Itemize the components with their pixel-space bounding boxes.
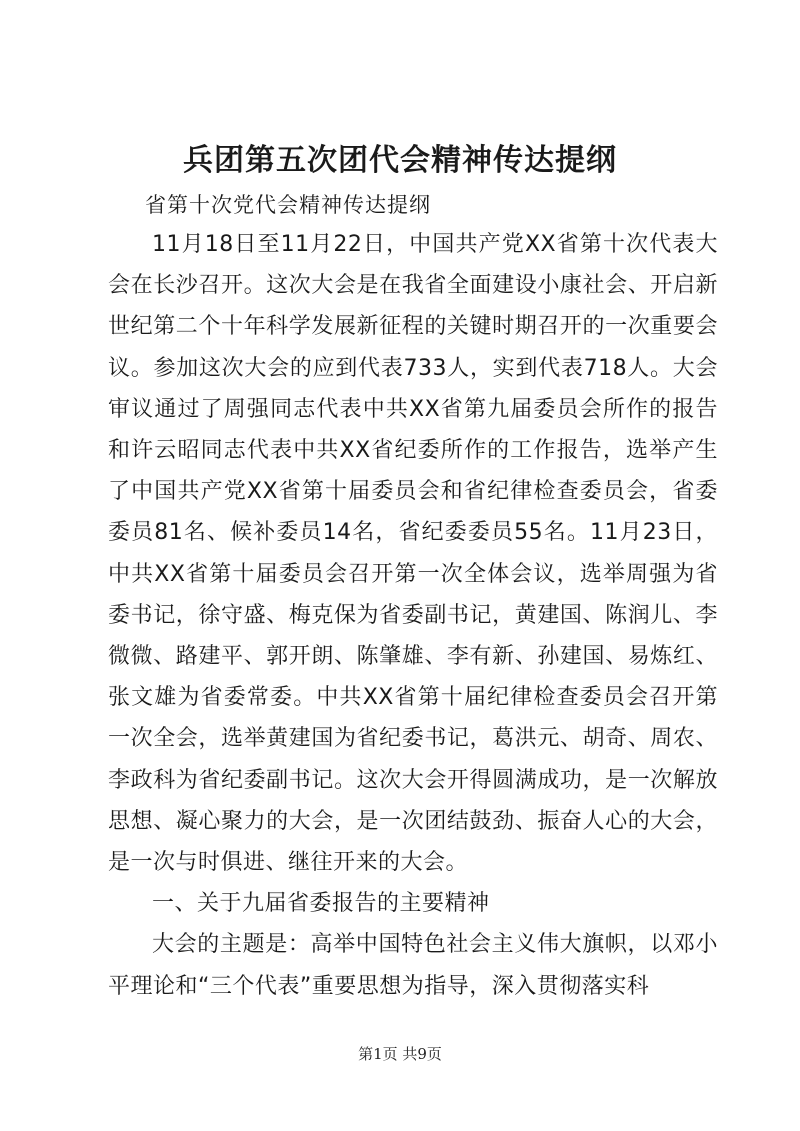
- document-title: 兵团第五次团代会精神传达提纲: [183, 143, 617, 178]
- document-body: [108, 224, 718, 1007]
- section-heading: 一、关于九届省委报告的主要精神: [152, 891, 490, 917]
- body-paragraph: 11月18日至11月22日，中国共产党XX省第十次代表大会在长沙召开。这次大会是在我省全面建设小康社会、开启新世纪第二个十年科学发展新征程的关键时期召开的一次重要会议。参加这次大会的应到代表733人，实到代表718人。大会审议通过了周强同志代表中共XX省第九届委员会所作的报告和许云昭同志代表中共XX省纪委所作的工作报告，选举产生了中国共产党XX省第十届委员会和省纪律检查委员会，省委委员81名、候补委员14名，省纪委委员55名。11月23日，中共XX省第十届委员会召开第一次全体会议，选举周强为省委书记，徐守盛、梅克保为省委副书记，黄建国、陈润儿、李微微、路建平、郭开朗、陈肇雄、李有新、孙建国、易炼红、张文雄为省委常委。中共XX省第十届纪律检查委员会召开第一次全会，选举黄建国为省纪委书记，葛洪元、胡奇、周农、李政科为省纪委副书记。这次大会开得圆满成功，是一次解放思想、凝心聚力的大会，是一次团结鼓劲、振奋人心的大会，是一次与时俱进、继往开来的大会。: [108, 232, 718, 876]
- section-paragraph: 大会的主题是：高举中国特色社会主义伟大旗帜，以邓小平理论和“三个代表”重要思想为指导，深入贯彻落实科: [108, 932, 718, 999]
- document-subtitle: 省第十次党代会精神传达提纲: [145, 193, 431, 217]
- page-number-footer: 第1页 共9页: [358, 1045, 442, 1063]
